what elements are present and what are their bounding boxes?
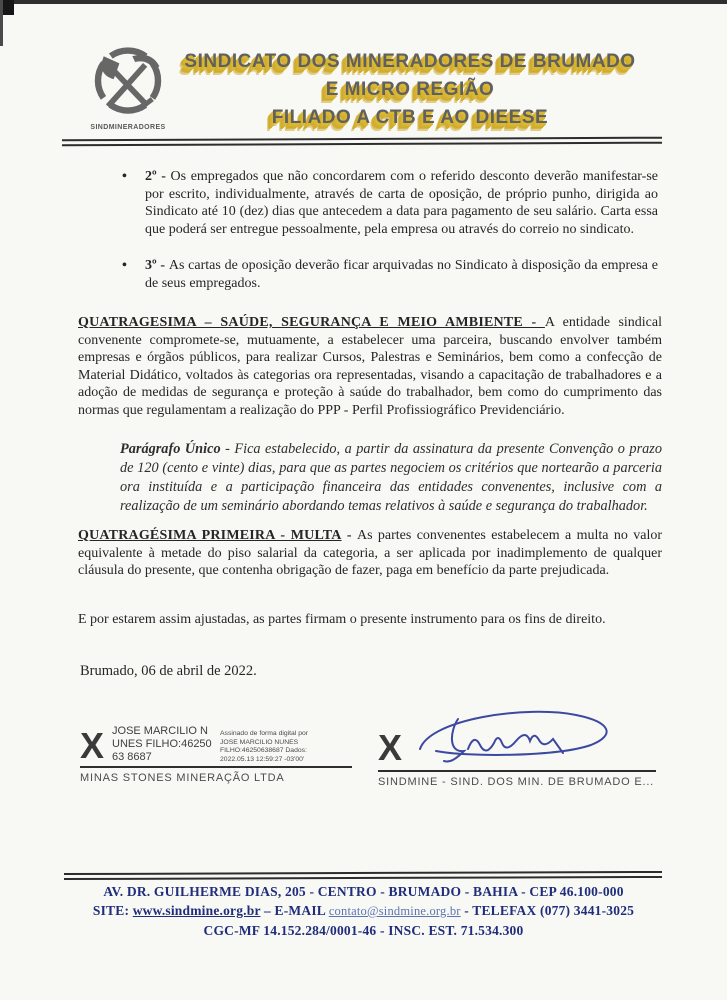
footer-divider [64,871,662,880]
section-text: A entidade sindical convenente compromete-se, mutuamente, a estabelecer uma parceira, buscando envolver também empresas e órgãos públicos, para realizar Cursos, Palestras e Seminários, bem como a confecção de Material Didático, voltados às categorias ora representadas, visando a capacitação de trabalhadores e a adoção de medidas de segurança e proteção à saúde do trabalhador, bem como do cumprimento das normas que regulamentam a realização do PPP - Perfil Profissiográfico Previdenciário. [78,315,662,418]
paragrafo-unico-text: - Fica estabelecido, a partir da assinatura da presente Convenção o prazo de 120 (cento e vinte) dias, para que as partes negociem os critérios que nortearão a parceria ora instituída e a participação financeira das entidades convenentes, inclusive com a realização de um seminário abordando temas relativos à saúde e segurança do trabalhador. [120,441,662,515]
clause-text: Os empregados que não concordarem com o referido desconto deverão manifestar-se por escrito, individualmente, através de carta de oposição, de próprio punho, dirigida ao Sindicato até 10 (dez) dias que antecedem a data para pagamento de seu salário. Carta essa que poderá ser entregue pessoalmente, pela empresa ou através do correio no sindicato. [145,169,658,237]
clause-item-3: • 3º - As cartas de oposição deverão ficar arquivadas no Sindicato à disposição da empresa e de seus empregados. [118,257,658,292]
handwritten-signature [406,701,636,776]
signature-x-mark: X [80,725,105,766]
section-text: As partes convenentes estabelecem a multa no valor equivalente à metade do piso salarial da categoria, a ser aplicada por inadimplemento de qualquer cláusula do presente, que contenha obrigação de fazer, paga em benefício da parte prejudicada. [78,528,662,578]
paragrafo-unico [120,440,662,516]
footer-contacts: SITE: www.sindmine.org.br – E-MAIL contato@sindmine.org.br - TELEFAX (077) 3441-3025 [92,903,635,918]
signature-line [80,766,352,768]
closing-sentence: E por estarem assim ajustadas, as partes firmam o presente instrumento para os fins de direito. [78,612,606,627]
scan-edge-top [0,0,727,4]
section-saude-seguranca [78,314,662,419]
clause-item-2: • 2º - Os empregados que não concordarem com o referido desconto deverão manifestar-se por escrito, individualmente, através de carta de oposição, de próprio punho, dirigida ao Sindicato até 10 (dez) dias que antecedem a data para pagamento de seu salário. Carta essa que poderá ser entregue pessoalmente, pela empresa ou através do correio no sindicato. [118,168,658,238]
title-line-2: E MICRO REGIÃO [325,79,495,100]
signature-block-union [378,712,656,788]
footer [0,882,727,940]
clause-text: As cartas de oposição deverão ficar arquivadas no Sindicato à disposição da empresa e de seus empregados. [145,258,658,291]
clause-number: 2º [145,169,157,184]
signature-x-mark: X [378,727,403,768]
footer-registration: CGC-MF 14.152.284/0001-46 - INSC. EST. 71.534.300 [203,923,524,938]
site-link[interactable]: www.sindmine.org.br [132,903,261,918]
company-name: MINAS STONES MINERAÇÃO LTDA [80,772,285,784]
email-link[interactable]: contato@sindmine.org.br [328,904,461,918]
logo-label: SINDMINERADORES [90,124,166,131]
signature-block-company [80,706,352,784]
title-line-1: SINDICATO DOS MINERADORES DE BRUMADO [184,51,636,72]
footer-address: AV. DR. GUILHERME DIAS, 205 - CENTRO - BRUMADO - BAHIA - CEP 46.100-000 [103,884,624,899]
page-title [150,48,670,132]
clause-list [118,168,658,311]
paragrafo-unico-label: Parágrafo Único [120,441,221,458]
title-line-3: FILIADO A CTB E AO DIEESE [271,107,549,128]
scan-edge-left [0,0,3,46]
digital-signature-note: Assinado de forma digital por JOSE MARCILIO NUNES FILHO:46250638687 Dados: 2022.05.13 12:59:27 -03'00' [220,730,309,763]
date-line: Brumado, 06 de abril de 2022. [80,663,257,679]
clause-number: 3º [145,258,157,273]
section-multa: QUATRAGÉSIMA PRIMEIRA - MULTA - As partes convenentes estabelecem a multa no valor equivalente à metade do piso salarial da categoria, a ser aplicada por inadimplemento de qualquer cláusula do presente, que contenha obrigação de fazer, paga em benefício da parte prejudicada. [78,528,662,578]
header-divider [62,137,662,147]
union-name: SINDMINE - SIND. DOS MIN. DE BRUMADO E... [378,776,655,788]
section-heading: QUATRAGÉSIMA PRIMEIRA - MULTA [78,528,342,543]
section-heading: QUATRAGESIMA – SAÚDE, SEGURANÇA E MEIO AMBIENTE - [78,315,545,330]
digital-signer-name: JOSE MARCILIO NUNES FILHO:4625063 8687 [112,725,212,763]
